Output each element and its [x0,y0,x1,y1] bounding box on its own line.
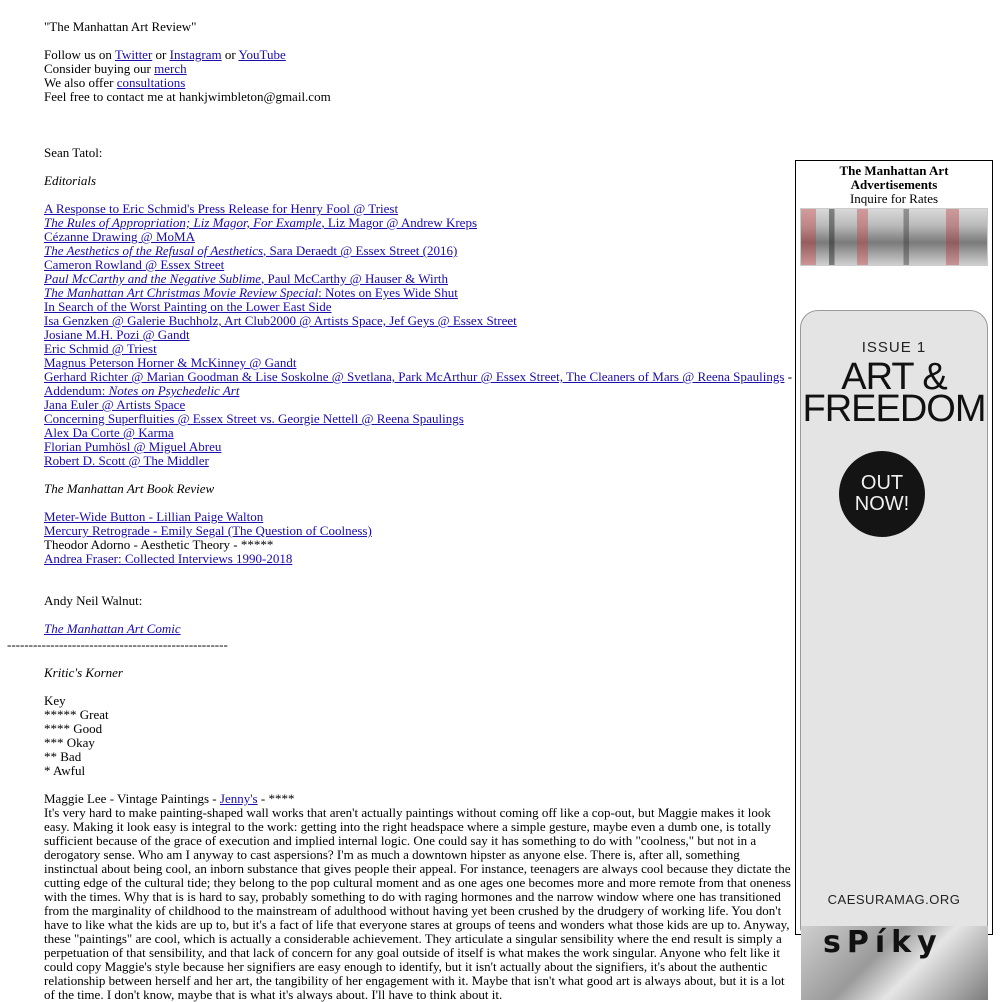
consult-line [44,76,794,90]
editorial-item [44,314,794,328]
editorial-text: Alex Da Corte @ Karma [44,425,174,440]
book-review-item [44,538,794,552]
review-rating: - **** [257,791,295,806]
editorial-link[interactable] [44,411,464,426]
instagram-link[interactable]: Instagram [169,47,222,62]
editorial-link[interactable] [44,453,209,468]
editorial-text: , Paul McCarthy @ Hauser & Wirth [260,271,449,286]
comic-link[interactable]: The Manhattan Art Comic [44,621,181,636]
ads-title: The Manhattan Art Advertisements [839,163,949,192]
editorial-item [44,202,794,216]
book-review-text: Theodor Adorno - Aesthetic Theory - ***** [44,537,274,552]
editorial-text: Florian Pumhösl @ Miguel Abreu [44,439,222,454]
spiky-text: sPíky [823,926,943,960]
book-review-item [44,524,794,538]
mag-title-line: FREEDOM [802,388,986,430]
kritic-heading: Kritic's Korner [44,665,123,680]
editorial-prefix: Addendum: [44,383,109,398]
follow-or-2: or [221,47,239,62]
ad-magazine[interactable] [800,310,988,934]
editorial-link[interactable] [44,271,448,286]
key-title: Key [44,693,66,708]
kritic-section [44,666,794,1002]
editorial-link[interactable] [44,425,174,440]
editorial-item [44,258,794,272]
book-review-link[interactable]: Mercury Retrograde - Emily Segal (The Question of Coolness) [44,523,372,538]
editorial-link[interactable] [44,285,458,300]
out-now-badge [839,451,925,537]
editorial-link[interactable] [44,215,477,230]
youtube-link[interactable]: YouTube [238,47,286,62]
editorial-italic-title: The Manhattan Art Christmas Movie Review Special [44,285,319,300]
mag-site: CAESURAMAG.ORG [827,892,961,907]
author-andy: Andy Neil Walnut: [44,593,143,608]
editorial-item [44,440,794,454]
editorial-link[interactable] [44,355,296,370]
review-heading [44,792,794,806]
merch-prefix: Consider buying our [44,61,155,76]
editorial-text: Concerning Superfluities @ Essex Street vs. Georgie Nettell @ Reena Spaulings [44,411,464,426]
editorial-item [44,230,794,244]
editorial-text: Isa Genzken @ Galerie Buchholz, Art Club2000 @ Artists Space, Jef Geys @ Essex Street [44,313,517,328]
editorial-text: Cézanne Drawing @ MoMA [44,229,195,244]
main-column [44,20,794,636]
follow-or-1: or [152,47,170,62]
follow-line [44,48,794,62]
editorial-link[interactable] [44,313,517,328]
ad-photo-banner[interactable] [800,208,988,266]
editorial-link[interactable] [44,341,157,356]
editorial-text: , Sara Deraedt @ Essex Street (2016) [263,243,458,258]
editorials-list [44,202,794,468]
key-line: ** Bad [44,749,82,764]
site-title: "The Manhattan Art Review" [44,19,197,34]
review-head-prefix: Maggie Lee - Vintage Paintings - [44,791,220,806]
merch-line [44,62,794,76]
mag-title [801,356,987,430]
book-review-list [44,510,794,566]
review-body: It's very hard to make painting-shaped wall works that aren't actually paintings without coming off like a cop-out, but Maggie makes it look easy. Making it look easy is integral to the work: getting into the right headspace where a simple gesture, maybe even a dumb one, is totally sufficient because of the grace of execution and implied internal logic. One could say it has something to do with "coolness," but not in a derogatory sense. Who am I anyway to cast aspersions? I'm as much a downtown hipster as anyone else. There is, after all, something instinctual about being cool, an inborn substance that gives people their appeal. For instance, teenagers are always cool because they dictate the cutting edge of the cultural tide; they belong to the pop cultural moment and as one ages one becomes more and more remote from that oneness with the times. Why that is is hard to say, probably something to do with raging hormones and the narrow window where one has transitioned from the marginality of childhood to the mainstream of adulthood without having yet been crushed by the drudgery of working life. You don't have to like what the kids are up to, but it's a fact of life that everyone stares at groups of teens and wonders what those kids are up to. Anyway, these "paintings" are cool, which is actually a considerable achievement. They articulate a singular sensibility where the end result is simply a perpetuation of that sensibility, and that lack of concern for any goal outside of itself is what makes the work singular. Anyone who felt like it could copy Maggie's style because her signifiers are easy enough to identify, but it isn't actually about the signifiers, it's about the authentic relationship between herself and her art, the tangibility of her engagement with it. Maybe that isn't what good art is always about, but it is a lot of the time. I don't know, maybe that is what it's always about. I'll have to think about it. [44,805,791,1002]
editorial-text: Eric Schmid @ Triest [44,341,157,356]
editorial-item [44,328,794,342]
editorial-text: : Notes on Eyes Wide Shut [318,285,458,300]
book-review-link[interactable]: Meter-Wide Button - Lillian Paige Walton [44,509,264,524]
editorial-suffix: - [784,369,793,384]
editorial-text: A Response to Eric Schmid's Press Release for Henry Fool @ Triest [44,201,399,216]
editorial-item [44,398,794,412]
editorial-text: Cameron Rowland @ Essex Street [44,257,225,272]
editorial-link[interactable] [44,229,195,244]
book-review-heading: The Manhattan Art Book Review [44,481,215,496]
editorial-italic-title: The Rules of Appropriation; Liz Magor, For Example [44,215,322,230]
key-line: * Awful [44,763,86,778]
jennys-link[interactable]: Jenny's [219,791,258,806]
editorial-link[interactable] [44,383,239,398]
editorial-text: Robert D. Scott @ The Middler [44,453,209,468]
editorial-item [44,412,794,426]
editorial-item [44,356,794,370]
contact-line: Feel free to contact me at hankjwimbleton@gmail.com [44,89,331,104]
editorial-item [44,426,794,440]
key-line: **** Good [44,721,103,736]
consult-prefix: We also offer [44,75,117,90]
book-review-link[interactable]: Andrea Fraser: Collected Interviews 1990-2018 [44,551,293,566]
editorial-italic-title: Notes on Psychedelic Art [108,383,240,398]
follow-prefix: Follow us on [44,47,115,62]
editorial-text: Jana Euler @ Artists Space [44,397,186,412]
merch-link[interactable]: merch [154,61,187,76]
author-sean: Sean Tatol: [44,145,103,160]
editorial-italic-title: Paul McCarthy and the Negative Sublime [44,271,261,286]
key-line: ***** Great [44,707,109,722]
editorial-link[interactable] [44,397,185,412]
editorial-link[interactable] [44,243,457,258]
ads-subtitle: Inquire for Rates [849,191,939,206]
editorial-item [44,384,794,398]
key-line: *** Okay [44,735,95,750]
book-review-item [44,510,794,524]
editorial-item [44,244,794,258]
editorial-item [44,286,794,300]
editorial-text: In Search of the Worst Painting on the Lower East Side [44,299,332,314]
editorial-text: , Liz Magor @ Andrew Kreps [321,215,478,230]
editorial-item [44,454,794,468]
editorial-link[interactable] [44,439,221,454]
editorial-item [44,300,794,314]
editorial-link[interactable] [44,257,224,272]
editorials-heading: Editorials [44,173,97,188]
editorial-item [44,272,794,286]
editorial-text: Magnus Peterson Horner & McKinney @ Gandt [44,355,297,370]
editorial-link[interactable] [44,369,784,384]
section-divider: --------------------------------------------------- [7,637,228,652]
out-now-line: OUT [860,472,904,494]
editorial-item [44,342,794,356]
editorial-text: Gerhard Richter @ Marian Goodman & Lise Soskolne @ Svetlana, Park McArthur @ Essex Street, The Cleaners of Mars @ Reena Spaulings [44,369,785,384]
ad-spiky-banner[interactable] [801,926,988,1000]
out-now-line: NOW! [854,493,910,515]
consultations-link[interactable]: consultations [116,75,186,90]
ads-sidebar [795,160,993,935]
mag-issue: ISSUE 1 [861,339,927,356]
editorial-link[interactable] [44,327,190,342]
mag-title-line: ART & [841,356,947,398]
editorial-link[interactable] [44,201,398,216]
twitter-link[interactable]: Twitter [114,47,153,62]
editorial-item [44,216,794,230]
editorial-text: Josiane M.H. Pozi @ Gandt [44,327,190,342]
book-review-item [44,552,794,566]
editorial-item [44,370,794,384]
editorial-italic-title: The Aesthetics of the Refusal of Aesthetics [44,243,264,258]
editorial-link[interactable] [44,299,332,314]
